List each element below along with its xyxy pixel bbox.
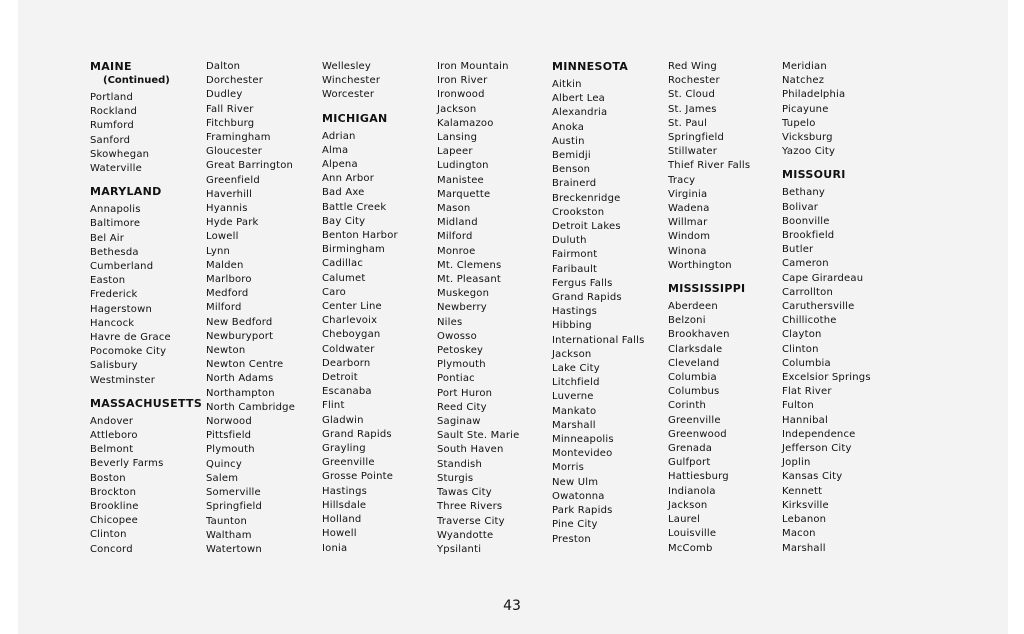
city-name: Benson — [552, 164, 591, 176]
city-name: Lowell — [206, 231, 239, 243]
city-name: New Bedford — [206, 316, 273, 328]
city-name: Plymouth — [206, 444, 255, 456]
city-name: Ionia — [322, 542, 348, 554]
city-name: Wellesley — [322, 61, 372, 72]
city-name: Picayune — [782, 103, 829, 115]
city-name: Caro — [322, 286, 346, 298]
city-name: Dearborn — [322, 357, 371, 369]
city-name: Grenada — [668, 443, 713, 455]
city-name: Easton — [90, 275, 126, 287]
city-name: Waterville — [90, 163, 142, 175]
city-name: Marquette — [437, 188, 491, 200]
city-name: Jackson — [437, 103, 477, 115]
city-name: Fairmont — [552, 249, 598, 261]
city-name: Traverse City — [437, 515, 505, 527]
city-name: Joplin — [782, 457, 811, 469]
city-name: Hyde Park — [206, 217, 259, 229]
city-name: North Cambridge — [206, 401, 296, 413]
city-name: Chillicothe — [782, 315, 837, 327]
city-name: Center Line — [322, 301, 382, 313]
city-list — [90, 415, 208, 557]
city-name: Saginaw — [437, 416, 481, 428]
city-name: Mankato — [552, 405, 597, 417]
city-name: Preston — [552, 533, 591, 545]
city-list — [90, 203, 208, 388]
city-name: Cape Girardeau — [782, 272, 864, 284]
city-name: Windom — [668, 231, 711, 243]
city-name: Dorchester — [206, 75, 264, 87]
city-name: Winona — [668, 245, 707, 257]
city-name: Stillwater — [668, 146, 718, 158]
state-heading: MARYLAND — [90, 185, 162, 199]
state-heading: MICHIGAN — [322, 111, 388, 125]
directory-column — [206, 60, 324, 557]
city-name: Park Rapids — [552, 505, 613, 517]
city-name: Waltham — [206, 529, 252, 541]
city-name: Grand Rapids — [552, 292, 622, 304]
city-name: Detroit — [322, 372, 358, 384]
city-name: Hagerstown — [90, 303, 153, 315]
city-name: Lapeer — [437, 146, 473, 158]
city-name: Grosse Pointe — [322, 471, 394, 483]
directory-column — [322, 60, 440, 556]
city-name: International Falls — [552, 334, 645, 346]
city-name: Malden — [206, 259, 244, 271]
city-name: Yazoo City — [782, 146, 836, 158]
city-name: North Adams — [206, 373, 274, 385]
city-name: Ironwood — [437, 89, 485, 101]
city-name: Salem — [206, 472, 239, 484]
city-name: Howell — [322, 528, 357, 540]
city-name: Flint — [322, 400, 345, 412]
section-gap — [90, 388, 208, 397]
city-name: Alpena — [322, 159, 358, 171]
city-name: Hibbing — [552, 320, 592, 332]
city-name: Manistee — [437, 174, 484, 186]
city-name: Midland — [437, 217, 478, 229]
city-name: Ann Arbor — [322, 173, 375, 185]
city-name: Iron Mountain — [437, 61, 509, 72]
city-name: Bel Air — [90, 232, 125, 244]
city-name: Independence — [782, 428, 856, 440]
city-name: Natchez — [782, 75, 825, 87]
city-name: Tawas City — [437, 487, 492, 499]
city-name: Boonville — [782, 215, 830, 227]
city-name: Mt. Clemens — [437, 259, 502, 271]
city-name: Laurel — [668, 514, 701, 526]
city-name: Lansing — [437, 132, 478, 144]
city-name: Cheboygan — [322, 329, 381, 341]
city-name: Wadena — [668, 203, 710, 215]
section-gap — [782, 159, 900, 168]
city-name: Thief River Falls — [668, 160, 751, 172]
city-name: St. Cloud — [668, 89, 715, 101]
city-name: Jefferson City — [782, 443, 852, 455]
city-name: Greenville — [668, 414, 721, 426]
city-name: Pittsfield — [206, 430, 252, 442]
city-name: Alexandria — [552, 107, 608, 119]
city-name: Springfield — [206, 501, 263, 513]
directory-column — [437, 60, 555, 557]
city-name: Mason — [437, 203, 471, 215]
directory-column — [90, 60, 208, 557]
city-name: Meridian — [782, 61, 827, 72]
city-name: Taunton — [206, 515, 248, 527]
city-name: Hastings — [322, 485, 368, 497]
city-name: Skowhegan — [90, 148, 150, 160]
city-name: Columbia — [782, 357, 831, 369]
state-heading: MAINE — [90, 60, 132, 73]
city-name: Belzoni — [668, 315, 706, 327]
city-name: Brookline — [90, 501, 139, 513]
city-name: Clinton — [90, 529, 127, 541]
city-name: Red Wing — [668, 61, 717, 72]
city-name: Brookfield — [782, 230, 835, 242]
city-name: Portland — [90, 92, 134, 103]
city-name: Cumberland — [90, 261, 154, 273]
city-list — [206, 60, 324, 557]
section-gap — [90, 176, 208, 185]
city-name: Sturgis — [437, 472, 474, 484]
city-name: Adrian — [322, 130, 356, 142]
city-name: Luverne — [552, 391, 594, 403]
city-name: Grayling — [322, 443, 366, 455]
city-name: Tracy — [668, 174, 696, 186]
city-name: Brainerd — [552, 178, 597, 190]
city-name: Macon — [782, 528, 816, 540]
city-name: Newburyport — [206, 330, 274, 342]
city-name: Pine City — [552, 519, 598, 531]
city-name: Caruthersville — [782, 301, 855, 313]
city-name: Rochester — [668, 75, 720, 87]
city-name: Reed City — [437, 401, 487, 413]
page-number: 43 — [503, 598, 521, 614]
city-name: Springfield — [668, 132, 725, 144]
city-name: Standish — [437, 458, 483, 470]
directory-column — [782, 60, 900, 556]
city-name: Wyandotte — [437, 529, 494, 541]
city-name: Butler — [782, 244, 814, 256]
city-name: Flat River — [782, 386, 832, 398]
city-name: Vicksburg — [782, 132, 833, 144]
city-name: Cadillac — [322, 258, 364, 270]
city-name: Fitchburg — [206, 117, 255, 129]
city-name: Sanford — [90, 134, 131, 146]
city-name: Lynn — [206, 245, 231, 257]
city-name: Corinth — [668, 400, 706, 412]
city-name: Haverhill — [206, 188, 253, 200]
city-name: Indianola — [668, 485, 716, 497]
city-name: Aberdeen — [668, 301, 718, 313]
city-name: Bay City — [322, 215, 366, 227]
city-name: Clarksdale — [668, 343, 723, 355]
city-name: St. James — [668, 103, 717, 115]
city-name: Attleboro — [90, 430, 138, 442]
city-name: Austin — [552, 135, 585, 147]
city-name: Greenwood — [668, 428, 727, 440]
city-name: Ludington — [437, 160, 489, 172]
city-name: Albert Lea — [552, 93, 606, 105]
city-name: Owosso — [437, 330, 477, 342]
city-name: Greenville — [322, 457, 375, 469]
city-name: Benton Harbor — [322, 230, 398, 242]
city-name: Crookston — [552, 206, 605, 218]
city-name: Somerville — [206, 487, 261, 499]
city-name: Andover — [90, 415, 134, 427]
city-name: Plymouth — [437, 359, 486, 371]
city-name: Winchester — [322, 75, 381, 87]
city-name: Kalamazoo — [437, 117, 494, 129]
section-gap — [668, 273, 786, 282]
city-name: Virginia — [668, 188, 708, 200]
city-name: Watertown — [206, 543, 262, 555]
city-name: Gladwin — [322, 414, 364, 426]
city-name: Fergus Falls — [552, 277, 613, 289]
city-name: Concord — [90, 543, 133, 555]
city-name: Holland — [322, 514, 362, 526]
city-name: Annapolis — [90, 204, 141, 216]
city-name: Jackson — [668, 499, 708, 511]
state-note: (Continued) — [103, 75, 170, 86]
city-name: Worthington — [668, 259, 732, 271]
city-name: Bolivar — [782, 201, 819, 213]
city-list — [552, 78, 670, 547]
city-name: Chicopee — [90, 515, 138, 527]
city-name: Worcester — [322, 89, 375, 101]
city-list — [322, 130, 440, 556]
city-list — [90, 91, 208, 176]
city-name: Coldwater — [322, 343, 375, 355]
city-name: Pocomoke City — [90, 346, 167, 358]
city-name: Willmar — [668, 217, 708, 229]
city-name: Morris — [552, 462, 584, 474]
city-name: McComb — [668, 542, 713, 554]
state-heading: MISSOURI — [782, 168, 846, 182]
city-name: Muskegon — [437, 288, 490, 300]
city-name: Grand Rapids — [322, 428, 392, 440]
city-name: Newton — [206, 345, 246, 357]
city-name: Anoka — [552, 121, 585, 133]
city-name: Port Huron — [437, 387, 493, 399]
city-name: Marshall — [552, 419, 596, 431]
city-name: Gulfport — [668, 457, 711, 469]
city-name: Duluth — [552, 235, 587, 247]
city-name: Pontiac — [437, 373, 475, 385]
city-name: Havre de Grace — [90, 332, 171, 344]
city-name: Kirksville — [782, 499, 829, 511]
city-name: Charlevoix — [322, 315, 378, 327]
city-name: Louisville — [668, 528, 717, 540]
city-name: Frederick — [90, 289, 138, 301]
city-name: Milford — [437, 231, 473, 243]
city-name: Marshall — [782, 542, 826, 554]
directory-column — [668, 60, 786, 556]
city-name: Niles — [437, 316, 463, 328]
city-name: Bethany — [782, 187, 826, 199]
state-heading: MISSISSIPPI — [668, 282, 746, 296]
city-name: Kennett — [782, 485, 823, 497]
city-name: Columbus — [668, 386, 720, 398]
city-name: Columbia — [668, 372, 717, 384]
city-name: Philadelphia — [782, 89, 846, 101]
city-name: Marlboro — [206, 274, 252, 286]
city-list — [668, 60, 786, 273]
city-name: Mt. Pleasant — [437, 274, 501, 286]
section-gap — [322, 103, 440, 112]
directory-column — [552, 60, 670, 547]
city-name: Calumet — [322, 272, 366, 284]
city-name: Rumford — [90, 120, 134, 132]
city-name: Milford — [206, 302, 242, 314]
city-name: St. Paul — [668, 117, 708, 129]
city-name: Hancock — [90, 317, 135, 329]
city-list — [782, 60, 900, 159]
city-name: Iron River — [437, 75, 488, 87]
city-name: Quincy — [206, 458, 242, 470]
city-name: Westminster — [90, 374, 156, 386]
city-name: Newton Centre — [206, 359, 284, 371]
city-name: Hillsdale — [322, 499, 367, 511]
state-heading: MASSACHUSETTS — [90, 396, 203, 410]
city-name: Framingham — [206, 132, 271, 144]
city-name: Dudley — [206, 89, 243, 101]
city-name: Baltimore — [90, 218, 141, 230]
city-name: Rockland — [90, 106, 138, 118]
city-name: Three Rivers — [437, 501, 503, 513]
city-name: Carrollton — [782, 286, 833, 298]
city-name: Medford — [206, 288, 249, 300]
city-name: Faribault — [552, 263, 598, 275]
city-name: Monroe — [437, 245, 476, 257]
city-name: Beverly Farms — [90, 458, 164, 470]
city-name: Great Barrington — [206, 160, 294, 172]
city-name: South Haven — [437, 444, 504, 456]
city-name: Dalton — [206, 61, 241, 72]
city-name: Kansas City — [782, 471, 843, 483]
city-list — [322, 60, 440, 103]
city-name: Tupelo — [782, 117, 816, 129]
city-name: Norwood — [206, 416, 252, 428]
city-name: Jackson — [552, 348, 592, 360]
city-list — [668, 300, 786, 556]
city-name: Fall River — [206, 103, 254, 115]
city-name: Newberry — [437, 302, 487, 314]
city-name: Cleveland — [668, 357, 720, 369]
city-name: Battle Creek — [322, 201, 387, 213]
city-name: Bethesda — [90, 246, 139, 258]
city-name: Cameron — [782, 258, 829, 270]
city-name: Ypsilanti — [437, 543, 482, 555]
city-name: Hyannis — [206, 203, 248, 215]
city-name: Excelsior Springs — [782, 372, 871, 384]
city-name: Hannibal — [782, 414, 828, 426]
city-name: Boston — [90, 472, 126, 484]
city-name: Minneapolis — [552, 434, 614, 446]
city-name: Montevideo — [552, 448, 613, 460]
city-name: Salisbury — [90, 360, 138, 372]
city-name: Clayton — [782, 329, 822, 341]
city-name: Northampton — [206, 387, 275, 399]
state-heading: MINNESOTA — [552, 60, 629, 73]
city-name: Bemidji — [552, 150, 591, 162]
city-name: Litchfield — [552, 377, 600, 389]
city-list — [782, 186, 900, 555]
city-name: Lake City — [552, 363, 600, 375]
city-name: Brockton — [90, 486, 137, 498]
city-name: Aitkin — [552, 79, 582, 90]
city-name: Owatonna — [552, 490, 605, 502]
city-name: Belmont — [90, 444, 134, 456]
city-name: Bad Axe — [322, 187, 365, 199]
city-name: Birmingham — [322, 244, 385, 256]
city-name: Alma — [322, 144, 349, 156]
city-name: Escanaba — [322, 386, 372, 398]
city-name: New Ulm — [552, 476, 599, 488]
city-name: Gloucester — [206, 146, 263, 158]
city-name: Clinton — [782, 343, 819, 355]
city-name: Sault Ste. Marie — [437, 430, 520, 442]
city-name: Fulton — [782, 400, 814, 412]
city-name: Breckenridge — [552, 192, 621, 204]
city-name: Greenfield — [206, 174, 260, 186]
city-name: Brookhaven — [668, 329, 730, 341]
city-name: Hastings — [552, 306, 598, 318]
city-name: Hattiesburg — [668, 471, 729, 483]
city-name: Lebanon — [782, 514, 827, 526]
city-name: Petoskey — [437, 345, 484, 357]
city-list — [437, 60, 555, 557]
city-name: Detroit Lakes — [552, 221, 621, 233]
